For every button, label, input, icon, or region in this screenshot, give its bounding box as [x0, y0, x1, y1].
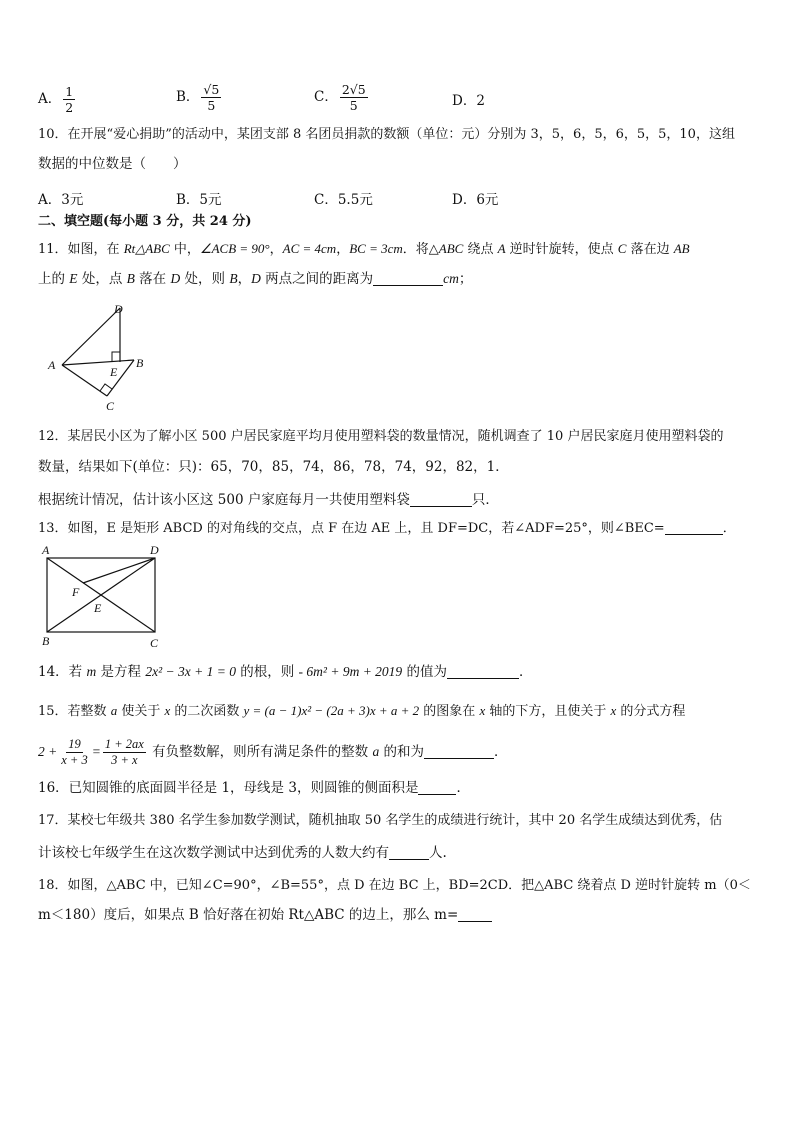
q13-line1: [38, 520, 736, 538]
q15-frac2-num: 1 + 2ax: [104, 737, 144, 751]
q11-fig-label-c: C: [106, 399, 115, 413]
q15-text-5: 轴的下方，且使关于: [485, 704, 611, 719]
q9-option-b-num: √5: [203, 82, 220, 97]
q15-frac2-den: 3 + x: [111, 753, 138, 767]
section-title: 二、填空题(每小题 3 分，共 24 分): [38, 214, 252, 229]
q13-fig-label-e: E: [94, 601, 102, 615]
q18-answer-blank[interactable]: [458, 907, 492, 922]
q15-end: ．: [493, 744, 508, 760]
q11-sep-1: ，: [269, 242, 283, 257]
q10-option-b-value: 5元: [199, 192, 222, 208]
q12-answer-blank[interactable]: [410, 492, 472, 507]
q14-end: ．: [518, 664, 533, 680]
q9-option-a-label: A．: [38, 91, 62, 107]
q14-text-3: 的根，则: [235, 664, 299, 680]
q11-text-11: ，: [237, 271, 252, 287]
q11-line2: [38, 270, 472, 288]
q15-line2: [38, 734, 507, 770]
q10-option-b: [176, 188, 222, 208]
q11-text-8: 处，点: [77, 271, 127, 287]
q12-line3: [38, 491, 499, 509]
q14-text-4: 的值为: [402, 664, 447, 680]
q11-point-b-2: B: [229, 271, 238, 286]
q11-fig-right-angle-c: [100, 384, 112, 391]
q12-line2: 数量，结果如下(单位：只)：65，70，85，74，86，78，74，92，82，1．: [38, 459, 509, 475]
q11-text-1: 11．如图，在: [38, 242, 124, 257]
q15-var-x-3: x: [610, 703, 617, 718]
q14-var-m: m: [86, 664, 97, 679]
q13-answer-blank[interactable]: [665, 520, 723, 535]
q10-option-a-value: 3元: [61, 192, 84, 208]
q10-option-c-label: C．: [314, 192, 338, 208]
q12-text-3: 根据统计情况，估计该小区这 500 户家庭每月一共使用塑料袋: [38, 492, 410, 508]
q16-text: 16．已知圆锥的底面圆半径是 1，母线是 3，则圆锥的侧面积是: [38, 780, 419, 796]
q15-answer-blank[interactable]: [424, 744, 494, 759]
q17-answer-blank[interactable]: [389, 845, 429, 860]
q11-answer-blank[interactable]: [373, 271, 443, 286]
q11-ac-length: AC = 4cm: [282, 241, 337, 256]
q14-answer-blank[interactable]: [447, 664, 519, 679]
q9-option-a: [38, 84, 77, 115]
q15-frac1-num: 19: [68, 737, 81, 751]
q15-function: y = (a − 1)x² − (2a + 3)x + a + 2: [243, 703, 420, 718]
q15-text-6: 的分式方程: [616, 704, 686, 719]
q11-text-7: 上的: [38, 271, 70, 287]
q11-text-10: 处，则: [180, 271, 230, 287]
q11-text-2: 中，: [169, 242, 200, 257]
q18-line2: [38, 906, 492, 924]
q13-fig-label-f: F: [72, 585, 80, 599]
q9-option-b-label: B．: [176, 89, 200, 105]
q11-triangle-name: ABC: [438, 241, 464, 256]
q18-text: m＜180）度后，如果点 B 恰好落在初始 Rt△ABC 的边上，那么 m=: [38, 907, 459, 923]
q14-text-2: 是方程: [96, 664, 146, 680]
q11-text-6: 落在边: [626, 242, 674, 257]
q15-var-a-2: a: [372, 744, 380, 759]
q11-fig-line-ab: [62, 360, 134, 365]
q15-text-3: 的二次函数: [170, 704, 244, 719]
q12-text-1: 12．某居民小区为了解小区 500 户居民家庭平均月使用塑料袋的数量情况，随机调查了: [38, 429, 547, 444]
q17-line1: 17．某校七年级共 380 名学生参加数学测试，随机抽取 50 名学生的成绩进行统计，其中 20 名学生成绩达到优秀，估: [38, 813, 723, 828]
q14-equation: 2x² − 3x + 1 = 0: [145, 664, 236, 679]
q11-text-3: ．将△: [402, 242, 439, 257]
q9-option-a-num: 1: [65, 84, 74, 99]
q13-text: 13．如图，E 是矩形 ABCD 的对角线的交点，点 F 在边 AE 上，且 DF=DC，若∠ADF=25°，则∠BEC=: [38, 521, 665, 536]
q10-option-d-label: D．: [452, 192, 477, 208]
q11-point-e: E: [69, 271, 78, 286]
q11-point-c: C: [617, 241, 627, 256]
q11-line1: [38, 240, 690, 259]
q11-fig-label-b: B: [136, 356, 144, 370]
q15-var-x: x: [164, 703, 171, 718]
q9-option-c-fraction: [340, 82, 368, 113]
q12-text-2: 户居民家庭月使用塑料袋的: [563, 429, 724, 444]
q14-line1: [38, 663, 532, 681]
q11-point-d: D: [170, 271, 181, 286]
q11-text-4: 绕点: [463, 242, 498, 257]
q17-text: 计该校七年级学生在这次数学测试中达到优秀的人数大约有: [38, 845, 389, 861]
q11-fig-label-e: E: [110, 365, 118, 379]
q11-fig-line-ac: [62, 365, 107, 396]
q12-sample-size: 10: [546, 429, 564, 444]
q10-option-d: [452, 188, 498, 208]
q9-option-c: [314, 82, 370, 113]
q11-point-a: A: [497, 241, 506, 256]
q9-option-d-label: D．: [452, 93, 477, 109]
q15-frac1-den: x + 3: [61, 753, 88, 767]
q11-fig-line-ad: [62, 308, 120, 365]
q11-text-5: 逆时针旋转，使点: [505, 242, 618, 257]
q16-end: ．: [456, 780, 470, 796]
q14-expression: - 6m² + 9m + 2019: [298, 664, 403, 679]
q9-option-a-den: 2: [65, 100, 74, 115]
q11-fig-label-a: A: [48, 358, 56, 372]
q11-end: ；: [458, 271, 473, 287]
q11-angle-acb: ∠ACB = 90°: [199, 241, 270, 256]
q10-line2: 数据的中位数是（ ）: [38, 156, 187, 172]
q9-option-a-fraction: [63, 84, 75, 115]
q11-point-b: B: [126, 271, 135, 286]
q10-option-a: [38, 188, 83, 208]
q11-rt-triangle: Rt△ABC: [123, 241, 170, 256]
q13-figure: [38, 541, 168, 651]
q13-fig-label-c: C: [150, 636, 159, 650]
q15-text-1: 15．若整数: [38, 704, 111, 719]
q9-option-b-den: 5: [207, 98, 216, 113]
q10-option-c: [314, 188, 373, 208]
q15-text-7: 有负整数解，则所有满足条件的整数: [147, 744, 373, 760]
q16-answer-blank[interactable]: [418, 780, 456, 795]
q11-sep-2: ，: [336, 242, 350, 257]
q17-line2: [38, 844, 447, 862]
q9-option-b-fraction: [201, 82, 221, 113]
q10-option-d-value: 6元: [476, 192, 499, 208]
q14-text-1: 14．若: [38, 664, 87, 680]
q9-option-c-den: 5: [349, 98, 358, 113]
q11-figure: [40, 298, 160, 418]
q12-text-4: 只．: [471, 492, 499, 508]
q11-edge-ab: AB: [673, 241, 690, 256]
q9-option-b: [176, 82, 223, 113]
q16-line1: [38, 779, 470, 797]
q15-text-8: 的和为: [379, 744, 424, 760]
q11-unit: cm: [443, 271, 459, 286]
q15-fraction-1: [59, 737, 89, 768]
q13-fig-label-d: D: [150, 543, 159, 557]
q15-var-a: a: [110, 703, 118, 718]
q13-fig-label-a: A: [42, 543, 50, 557]
q10-option-c-value: 5.5元: [337, 192, 373, 208]
q18-line1: 18．如图，△ABC 中，已知∠C=90°，∠B=55°，点 D 在边 BC 上，BD=2CD．把△ABC 绕着点 D 逆时针旋转 m（0＜: [38, 878, 751, 893]
q15-eq-left: 2 +: [38, 744, 58, 759]
q13-end: ．: [722, 521, 736, 536]
q11-text-12: 两点之间的距离为: [260, 271, 374, 287]
q15-text-2: 使关于: [117, 704, 165, 719]
q11-bc-length: BC = 3cm: [349, 241, 403, 256]
q9-option-c-label: C．: [314, 89, 338, 105]
q15-text-4: 的图象在: [419, 704, 480, 719]
q17-end: 人.: [429, 845, 447, 861]
q15-line1: [38, 702, 685, 721]
q13-fig-line-df: [83, 558, 155, 583]
q15-var-x-2: x: [479, 703, 486, 718]
q11-text-9: 落在: [134, 271, 171, 287]
q10-option-a-label: A．: [38, 192, 62, 208]
q15-eq-mid: =: [91, 744, 101, 759]
q9-option-d: [452, 89, 485, 109]
q9-option-c-num: 2√5: [341, 82, 366, 97]
q11-point-d-2: D: [251, 271, 261, 286]
q12-line1: [38, 428, 723, 446]
q11-fig-label-d: D: [114, 302, 123, 316]
q10-option-b-label: B．: [176, 192, 200, 208]
q15-fraction-2: [103, 737, 146, 768]
q13-fig-label-b: B: [42, 634, 50, 648]
q9-option-d-value: 2: [476, 93, 485, 109]
q10-line1: 10．在开展“爱心捐助”的活动中，某团支部 8 名团员捐款的数额（单位：元）分别为 3，5，6，5，6，5，5，10，这组: [38, 127, 735, 142]
